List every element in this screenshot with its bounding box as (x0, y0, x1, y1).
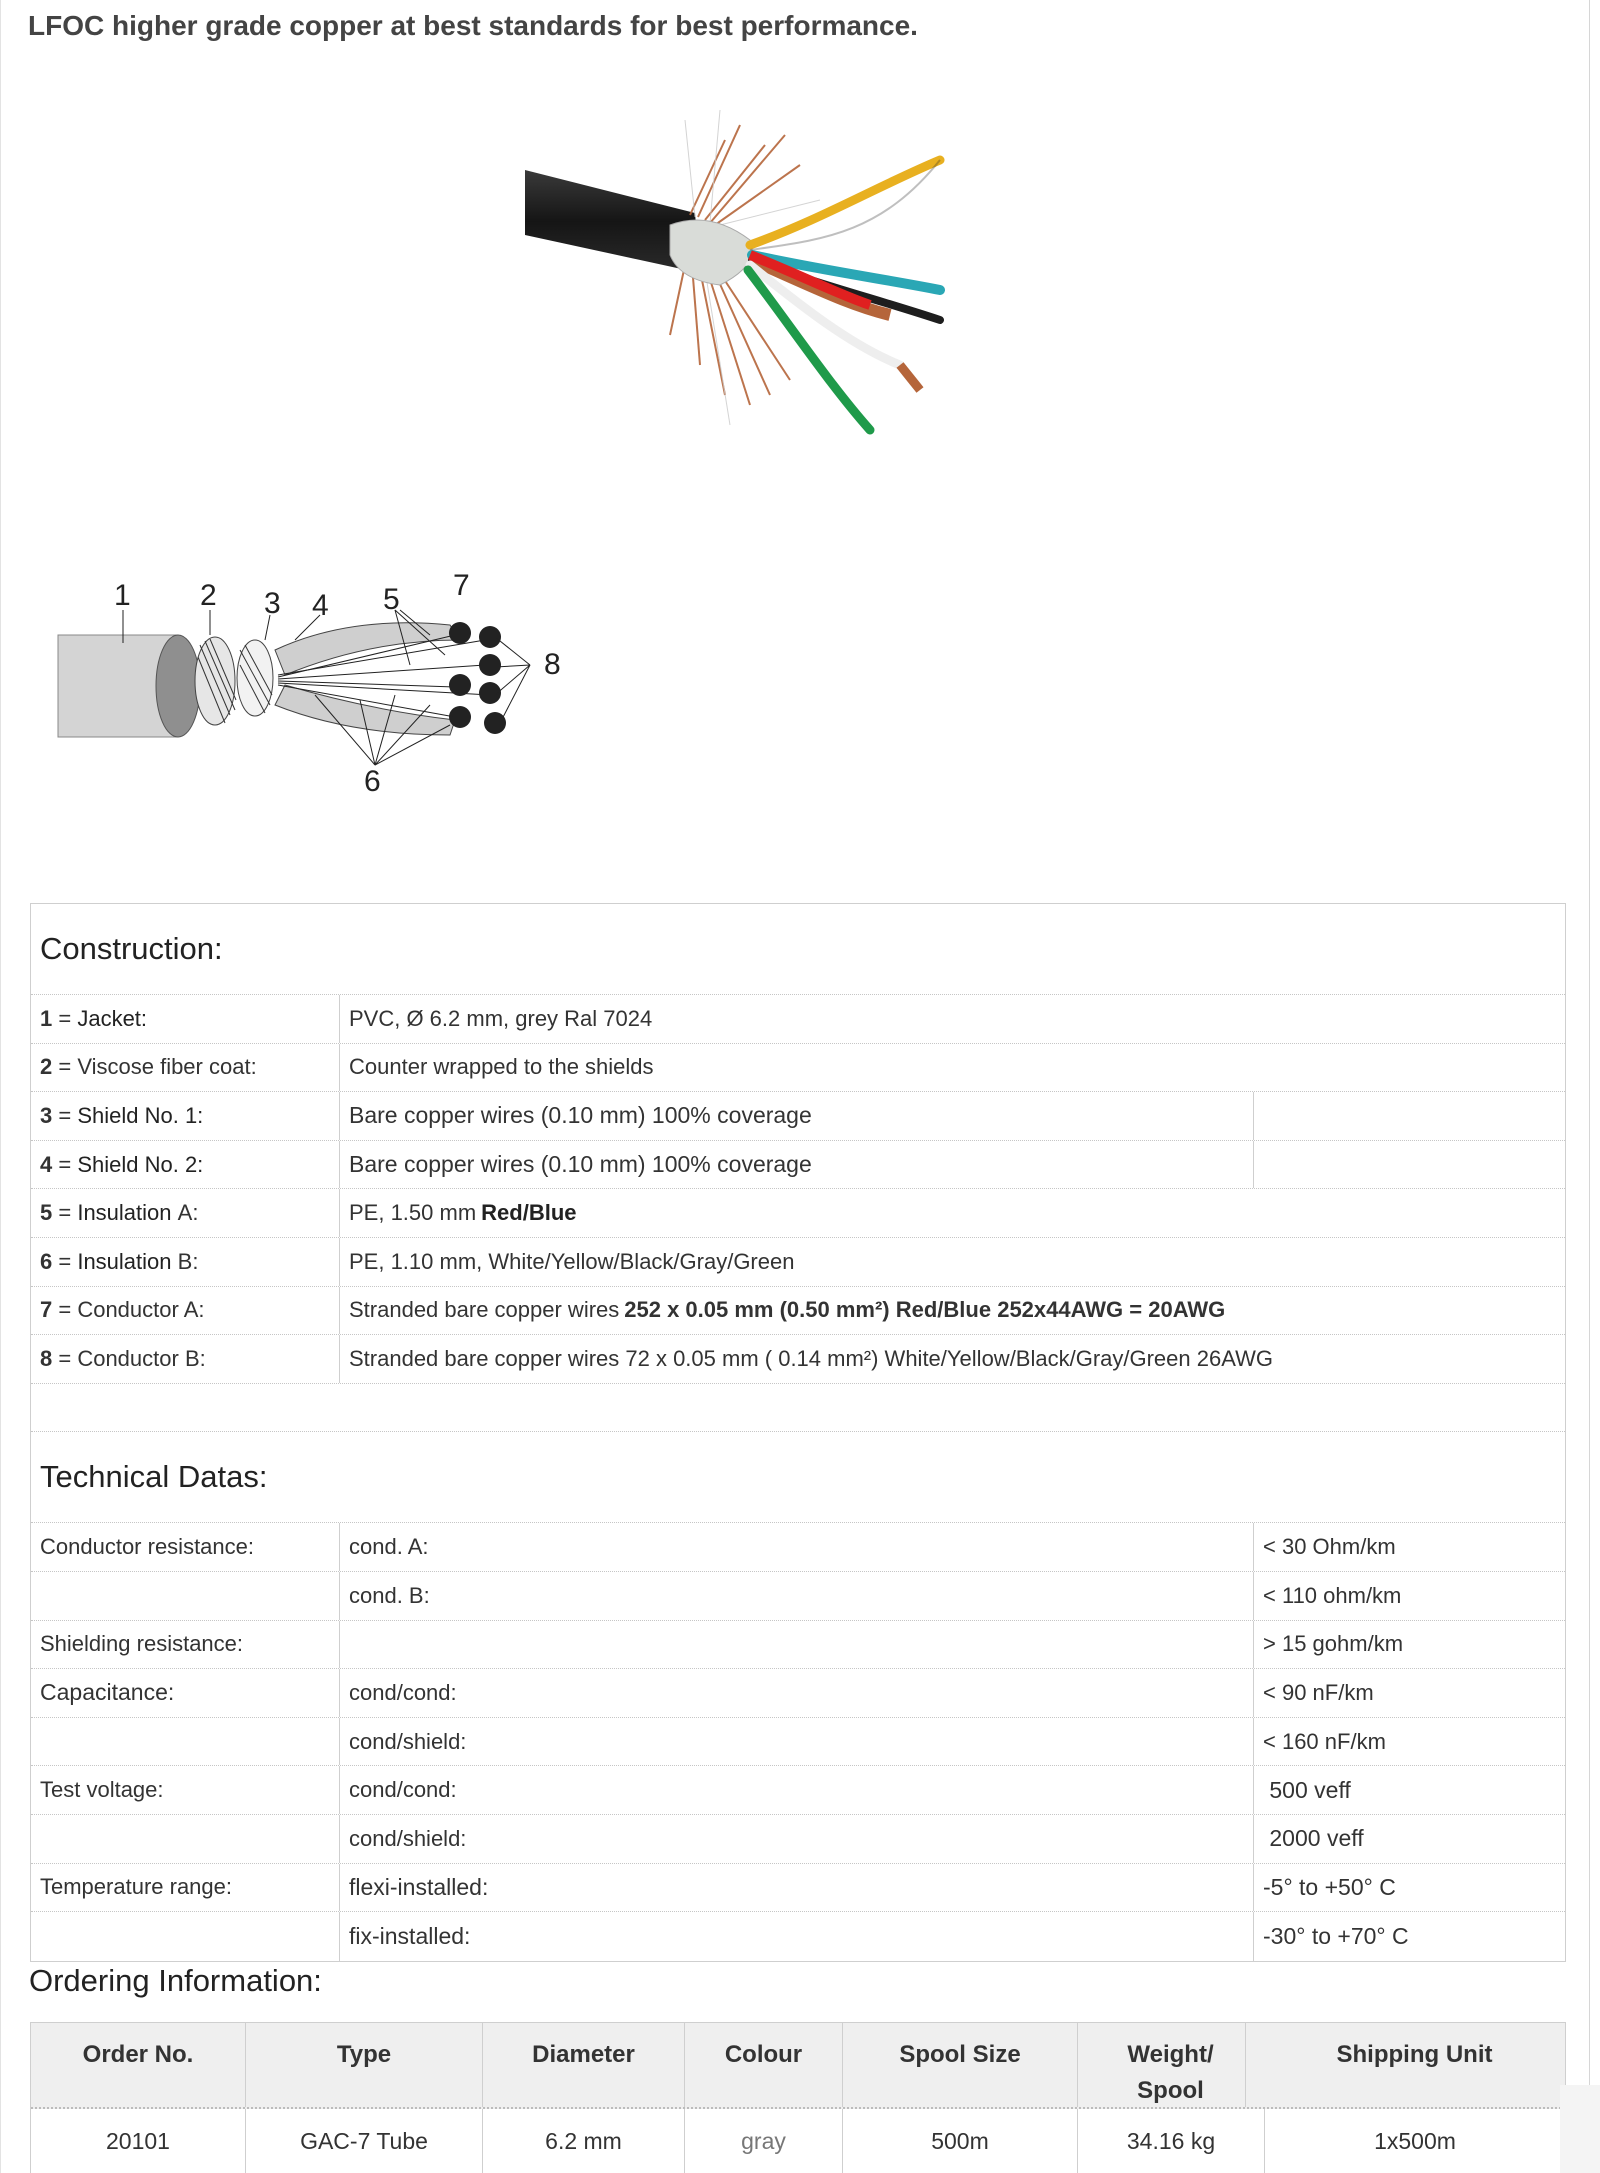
tech-sub: cond/cond: (340, 1766, 1254, 1814)
tech-value: -30° to +70° C (1263, 1922, 1409, 1949)
ordering-row (31, 2109, 1565, 2173)
item-label: Insulation (77, 1200, 172, 1226)
empty-cell (1254, 1092, 1565, 1140)
item-label: Jacket: (77, 1005, 148, 1031)
item-number: 3 (40, 1102, 53, 1128)
item-number: 2 (40, 1054, 53, 1080)
item-value: Counter wrapped to the shields (349, 1054, 654, 1080)
item-value: PE, 1.10 mm, White/Yellow/Black/Gray/Green (349, 1248, 795, 1274)
item-label-suffix: B: (177, 1248, 199, 1274)
item-value: PE, 1.50 mm (349, 1200, 477, 1226)
technical-row (31, 1766, 1565, 1815)
tech-sub (340, 1621, 1254, 1669)
item-label: Conductor B: (77, 1345, 206, 1371)
tech-label: Conductor resistance: (31, 1523, 340, 1571)
construction-row: 5 = Insulation A: PE, 1.50 mm Red/Blue (31, 1189, 1565, 1238)
diagram-label-1: 1 (114, 579, 131, 612)
order-spool-size: 500m (843, 2109, 1078, 2173)
construction-row: 4 = Shield No. 2: Bare copper wires (0.10 mm) 100% coverage (31, 1141, 1565, 1190)
technical-row (31, 1621, 1565, 1670)
technical-row (31, 1718, 1565, 1767)
order-diameter: 6.2 mm (483, 2109, 685, 2173)
construction-row: 8 = Conductor B: Stranded bare copper wires 72 x 0.05 mm ( 0.14 mm²) White/Yellow/Black/Gray/Green 26AWG (31, 1335, 1565, 1384)
item-label-suffix: A: (177, 1200, 199, 1226)
construction-row: 1 = Jacket: PVC, Ø 6.2 mm, grey Ral 7024 (31, 995, 1565, 1044)
item-number: 5 (40, 1200, 53, 1226)
page-headline: LFOC higher grade copper at best standards for best performance. (28, 10, 918, 41)
tech-label (31, 1815, 340, 1863)
order-colour: gray (685, 2109, 843, 2173)
empty-cell (1254, 1141, 1565, 1189)
ordering-table (30, 2022, 1566, 2173)
tech-label: Capacitance: (31, 1669, 340, 1717)
cable-cross-section-diagram (50, 565, 590, 795)
col-header-diameter: Diameter (483, 2023, 685, 2107)
construction-row: 2 = Viscose fiber coat: Counter wrapped to the shields (31, 1044, 1565, 1093)
tech-value: 500 veff (1263, 1776, 1351, 1803)
tech-value: -5° to +50° C (1263, 1873, 1396, 1900)
tech-value: > 15 gohm/km (1263, 1631, 1404, 1657)
diagram-label-8: 8 (544, 648, 561, 681)
item-number: 7 (40, 1297, 53, 1323)
col-header-order-no: Order No. (31, 2023, 246, 2107)
tech-value: < 30 Ohm/km (1263, 1534, 1396, 1560)
item-value: PVC, Ø 6.2 mm, grey Ral 7024 (349, 1005, 653, 1031)
col-header-spool-size: Spool Size (843, 2023, 1078, 2107)
specification-table (30, 903, 1566, 1962)
diagram-label-5: 5 (383, 583, 400, 616)
diagram-label-6: 6 (364, 765, 381, 795)
technical-row (31, 1864, 1565, 1913)
item-number: 8 (40, 1345, 53, 1371)
tech-label (31, 1912, 340, 1961)
tech-sub: cond/cond: (340, 1669, 1254, 1717)
tech-label: Shielding resistance: (31, 1621, 340, 1669)
tech-sub: cond. A: (340, 1523, 1254, 1571)
item-value: Stranded bare copper wires 72 x 0.05 mm ( 0.14 mm²) White/Yellow/Black/Gray/Green 26AWG (349, 1345, 1273, 1371)
tech-value: < 110 ohm/km (1263, 1582, 1402, 1608)
item-number: 6 (40, 1248, 53, 1274)
ordering-heading: Ordering Information: (29, 1963, 322, 1998)
item-label: Insulation (77, 1248, 172, 1274)
ordering-header-row (31, 2023, 1565, 2109)
technical-row (31, 1815, 1565, 1864)
order-type: GAC-7 Tube (246, 2109, 483, 2173)
item-value-bold: 252 x 0.05 mm (0.50 mm²) Red/Blue 252x44AWG = 20AWG (624, 1297, 1226, 1323)
tech-value: < 160 nF/km (1263, 1728, 1386, 1754)
col-header-type: Type (246, 2023, 483, 2107)
technical-row (31, 1572, 1565, 1621)
scroll-to-top-corner[interactable] (1560, 2085, 1600, 2173)
spacer-row (31, 1384, 1565, 1433)
item-number: 1 (40, 1005, 53, 1031)
tech-value: < 90 nF/km (1263, 1679, 1374, 1705)
order-weight: 34.16 kg (1078, 2109, 1265, 2173)
tech-sub: cond/shield: (340, 1718, 1254, 1766)
diagram-label-2: 2 (200, 579, 217, 612)
construction-row: 7 = Conductor A: Stranded bare copper wires 252 x 0.05 mm (0.50 mm²) Red/Blue 252x44AWG = 20AWG (31, 1287, 1565, 1336)
item-label: Conductor A: (77, 1297, 205, 1323)
diagram-label-7: 7 (453, 569, 470, 602)
col-header-shipping-unit: Shipping Unit (1336, 2041, 1493, 2068)
item-value-bold: Red/Blue (481, 1200, 577, 1226)
cable-photo (520, 105, 1080, 505)
order-number: 20101 (31, 2109, 246, 2173)
technical-heading: Technical Datas: (31, 1432, 1565, 1523)
col-header-weight-spool: Weight/ Spool (1096, 2023, 1246, 2107)
item-value: Bare copper wires (0.10 mm) 100% coverage (340, 1141, 1254, 1189)
technical-row (31, 1912, 1565, 1961)
order-shipping-unit: 1x500m (1374, 2128, 1456, 2154)
item-value: Bare copper wires (0.10 mm) 100% coverage (340, 1092, 1254, 1140)
technical-row (31, 1669, 1565, 1718)
item-label: Shield No. 1: (77, 1102, 204, 1128)
tech-sub: cond/shield: (340, 1815, 1254, 1863)
tech-sub: cond. B: (340, 1572, 1254, 1620)
construction-row: 3 = Shield No. 1: Bare copper wires (0.10 mm) 100% coverage (31, 1092, 1565, 1141)
diagram-label-3: 3 (264, 587, 281, 620)
tech-label (31, 1572, 340, 1620)
tech-value: 2000 veff (1263, 1825, 1364, 1852)
item-value: Stranded bare copper wires (349, 1297, 620, 1323)
technical-row (31, 1523, 1565, 1572)
tech-sub: fix-installed: (340, 1912, 1254, 1961)
construction-heading: Construction: (31, 904, 1565, 995)
tech-label (31, 1718, 340, 1766)
tech-label: Temperature range: (31, 1864, 340, 1912)
construction-row: 6 = Insulation B: PE, 1.10 mm, White/Yellow/Black/Gray/Green (31, 1238, 1565, 1287)
item-number: 4 (40, 1151, 53, 1177)
item-label: Shield No. 2: (77, 1151, 204, 1177)
col-header-colour: Colour (685, 2023, 843, 2107)
item-label: Viscose fiber coat: (77, 1054, 257, 1080)
diagram-label-4: 4 (312, 589, 329, 622)
tech-sub: flexi-installed: (340, 1864, 1254, 1912)
tech-label: Test voltage: (31, 1766, 340, 1814)
